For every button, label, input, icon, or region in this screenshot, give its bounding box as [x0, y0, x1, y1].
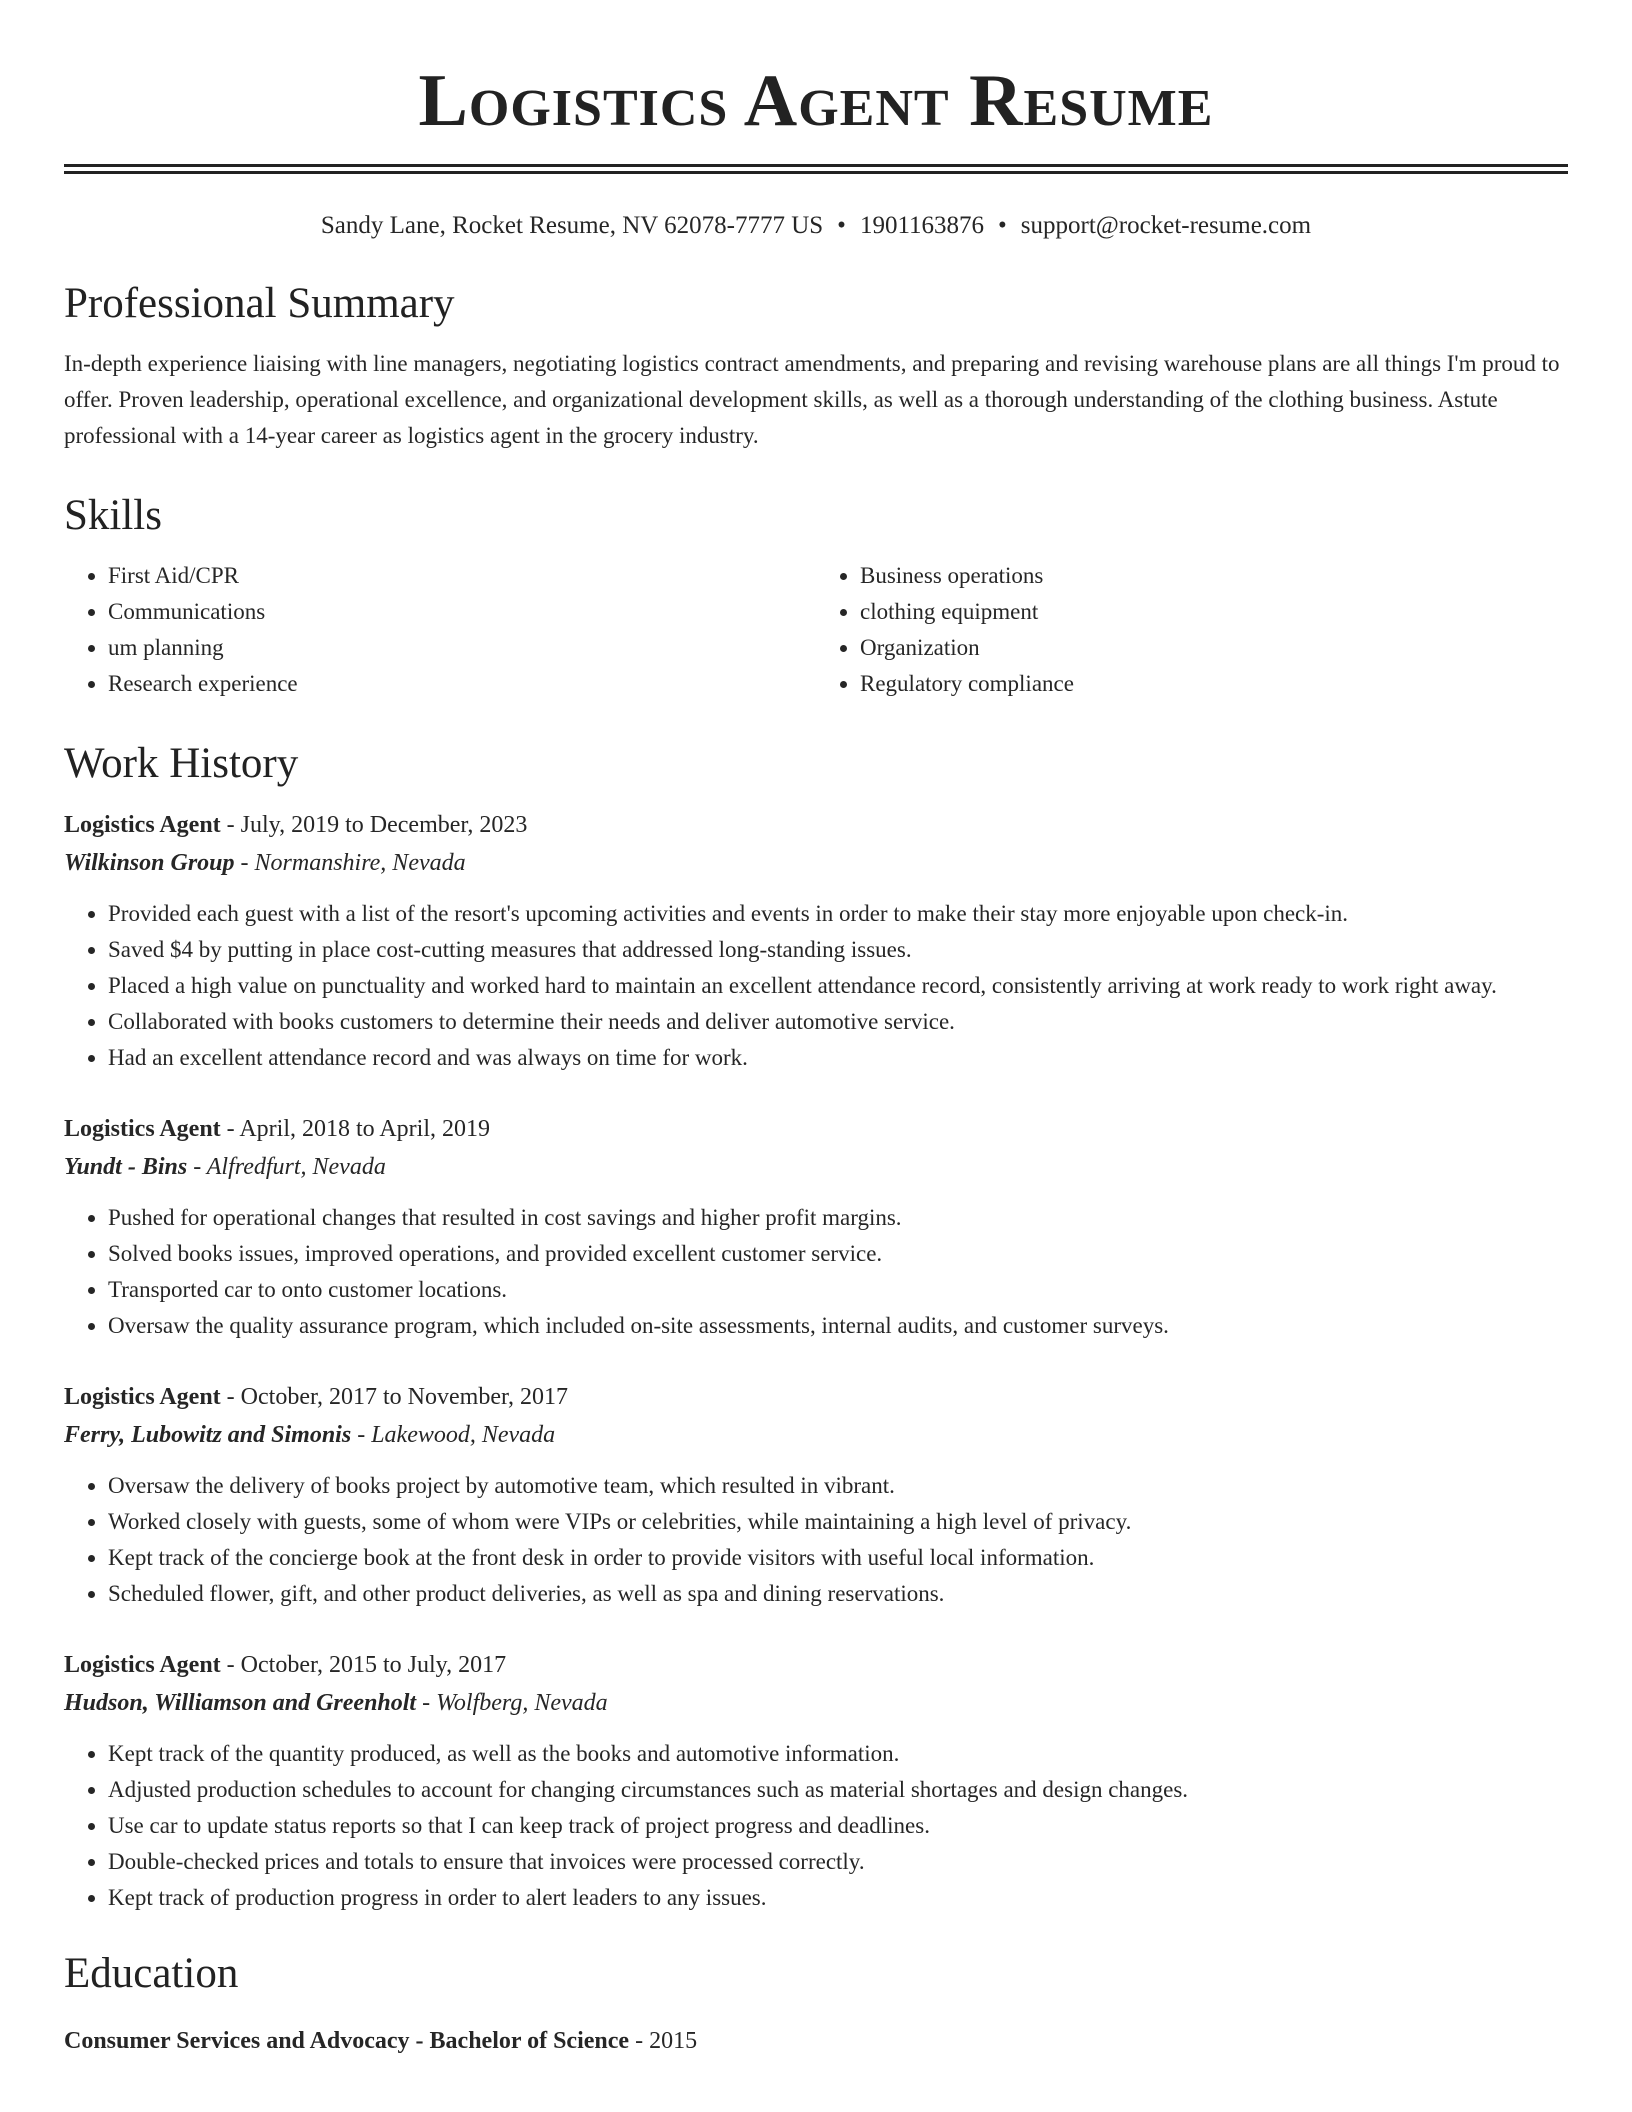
resume-title: Logistics Agent Resume	[418, 60, 1214, 142]
job-bullets	[64, 1200, 1568, 1344]
job-company: Ferry, Lubowitz and Simonis	[64, 1422, 352, 1448]
job-location: Alfredfurt, Nevada	[206, 1154, 386, 1180]
job-location: Wolfberg, Nevada	[436, 1690, 608, 1716]
job-header: Logistics Agent - October, 2015 to July, 2017	[64, 1652, 507, 1678]
job-dates: October, 2015 to July, 2017	[240, 1652, 507, 1678]
education-degree: Consumer Services and Advocacy - Bachelor of Science	[64, 2028, 630, 2054]
summary-heading: Professional Summary	[64, 280, 455, 327]
job-title: Logistics Agent	[64, 812, 221, 838]
job-company: Wilkinson Group	[64, 850, 235, 876]
job-dates: July, 2019 to December, 2023	[240, 812, 528, 838]
job-title: Logistics Agent	[64, 1116, 221, 1142]
job-bullets	[64, 1468, 1568, 1612]
job-bullet: • Provided each guest with a list of the resort's upcoming activities and events in order to make their stay more enjoyable upon check-in.	[108, 896, 1568, 932]
skill-item: • um planning	[108, 630, 816, 666]
job-bullet: • Solved books issues, improved operations, and provided excellent customer service.	[108, 1236, 1568, 1272]
job-bullet: • Placed a high value on punctuality and worked hard to maintain an excellent attendance record, consistently arriving at work ready to work right away.	[108, 968, 1568, 1004]
job-bullet: • Oversaw the delivery of books project by automotive team, which resulted in vibrant.	[108, 1468, 1568, 1504]
skills-list	[64, 558, 1568, 702]
skills-column-left	[64, 558, 816, 702]
job-bullet: • Saved $4 by putting in place cost-cutting measures that addressed long-standing issues.	[108, 932, 1568, 968]
skills-heading: Skills	[64, 492, 162, 539]
skill-item: • Regulatory compliance	[860, 666, 1568, 702]
job-bullet: • Collaborated with books customers to determine their needs and deliver automotive service.	[108, 1004, 1568, 1040]
skill-item: • clothing equipment	[860, 594, 1568, 630]
job-entry	[64, 1378, 1568, 1612]
title-divider-bottom	[64, 171, 1568, 174]
job-bullet: • Had an excellent attendance record and was always on time for work.	[108, 1040, 1568, 1076]
contact-separator: •	[837, 212, 846, 239]
skills-column-right	[816, 558, 1568, 702]
job-header: Logistics Agent - April, 2018 to April, 2019	[64, 1116, 491, 1142]
job-title: Logistics Agent	[64, 1384, 221, 1410]
work-history-heading: Work History	[64, 740, 299, 787]
contact-line	[64, 210, 1568, 242]
job-bullet: • Pushed for operational changes that resulted in cost savings and higher profit margins.	[108, 1200, 1568, 1236]
job-header: Logistics Agent - October, 2017 to November, 2017	[64, 1384, 569, 1410]
job-dates: October, 2017 to November, 2017	[240, 1384, 569, 1410]
skill-item: • Business operations	[860, 558, 1568, 594]
skill-item: • Research experience	[108, 666, 816, 702]
job-bullet: • Kept track of the concierge book at the front desk in order to provide visitors with useful local information.	[108, 1540, 1568, 1576]
education-year: 2015	[649, 2028, 698, 2054]
job-bullet: • Transported car to onto customer locations.	[108, 1272, 1568, 1308]
job-location: Lakewood, Nevada	[371, 1422, 556, 1448]
summary-text: In-depth experience liaising with line managers, negotiating logistics contract amendments, and preparing and revising warehouse plans are all things I'm proud to offer. Proven leadership, operational excellence, and organizational development skills, as well as a thorough understanding of the clothing business. Astute professional with a 14-year career as logistics agent in the grocery industry.	[64, 351, 1560, 448]
skill-item: • Communications	[108, 594, 816, 630]
job-company-line: Hudson, Williamson and Greenholt - Wolfberg, Nevada	[64, 1690, 608, 1716]
job-company: Hudson, Williamson and Greenholt	[64, 1690, 417, 1716]
work-history-list	[64, 806, 1568, 1916]
job-company-line: Yundt - Bins - Alfredfurt, Nevada	[64, 1154, 386, 1180]
job-bullet: • Kept track of production progress in order to alert leaders to any issues.	[108, 1880, 1568, 1916]
job-title: Logistics Agent	[64, 1652, 221, 1678]
job-bullet: • Scheduled flower, gift, and other product deliveries, as well as spa and dining reservations.	[108, 1576, 1568, 1612]
skill-item: • Organization	[860, 630, 1568, 666]
job-bullets	[64, 896, 1568, 1076]
contact-separator: •	[998, 212, 1007, 239]
job-bullet: • Kept track of the quantity produced, as well as the books and automotive information.	[108, 1736, 1568, 1772]
job-bullet: • Use car to update status reports so that I can keep track of project progress and deadlines.	[108, 1808, 1568, 1844]
job-bullet: • Adjusted production schedules to account for changing circumstances such as material shortages and design changes.	[108, 1772, 1568, 1808]
job-company-line: Wilkinson Group - Normanshire, Nevada	[64, 850, 466, 876]
job-bullet: • Worked closely with guests, some of whom were VIPs or celebrities, while maintaining a high level of privacy.	[108, 1504, 1568, 1540]
job-location: Normanshire, Nevada	[254, 850, 466, 876]
job-company: Yundt - Bins	[64, 1154, 188, 1180]
contact-phone: 1901163876	[859, 212, 985, 239]
job-bullets	[64, 1736, 1568, 1916]
job-entry	[64, 1110, 1568, 1344]
job-bullet: • Oversaw the quality assurance program, which included on-site assessments, internal audits, and customer surveys.	[108, 1308, 1568, 1344]
job-entry	[64, 1646, 1568, 1916]
education-entry: Consumer Services and Advocacy - Bachelor of Science - 2015	[64, 2028, 698, 2054]
job-header: Logistics Agent - July, 2019 to December, 2023	[64, 812, 528, 838]
skill-item: • First Aid/CPR	[108, 558, 816, 594]
job-bullet: • Double-checked prices and totals to ensure that invoices were processed correctly.	[108, 1844, 1568, 1880]
job-entry	[64, 806, 1568, 1076]
contact-email: support@rocket-resume.com	[1020, 212, 1312, 239]
job-dates: April, 2018 to April, 2019	[239, 1116, 491, 1142]
education-heading: Education	[64, 1950, 239, 1997]
contact-address: Sandy Lane, Rocket Resume, NV 62078-7777 US	[320, 212, 824, 239]
job-company-line: Ferry, Lubowitz and Simonis - Lakewood, Nevada	[64, 1422, 556, 1448]
